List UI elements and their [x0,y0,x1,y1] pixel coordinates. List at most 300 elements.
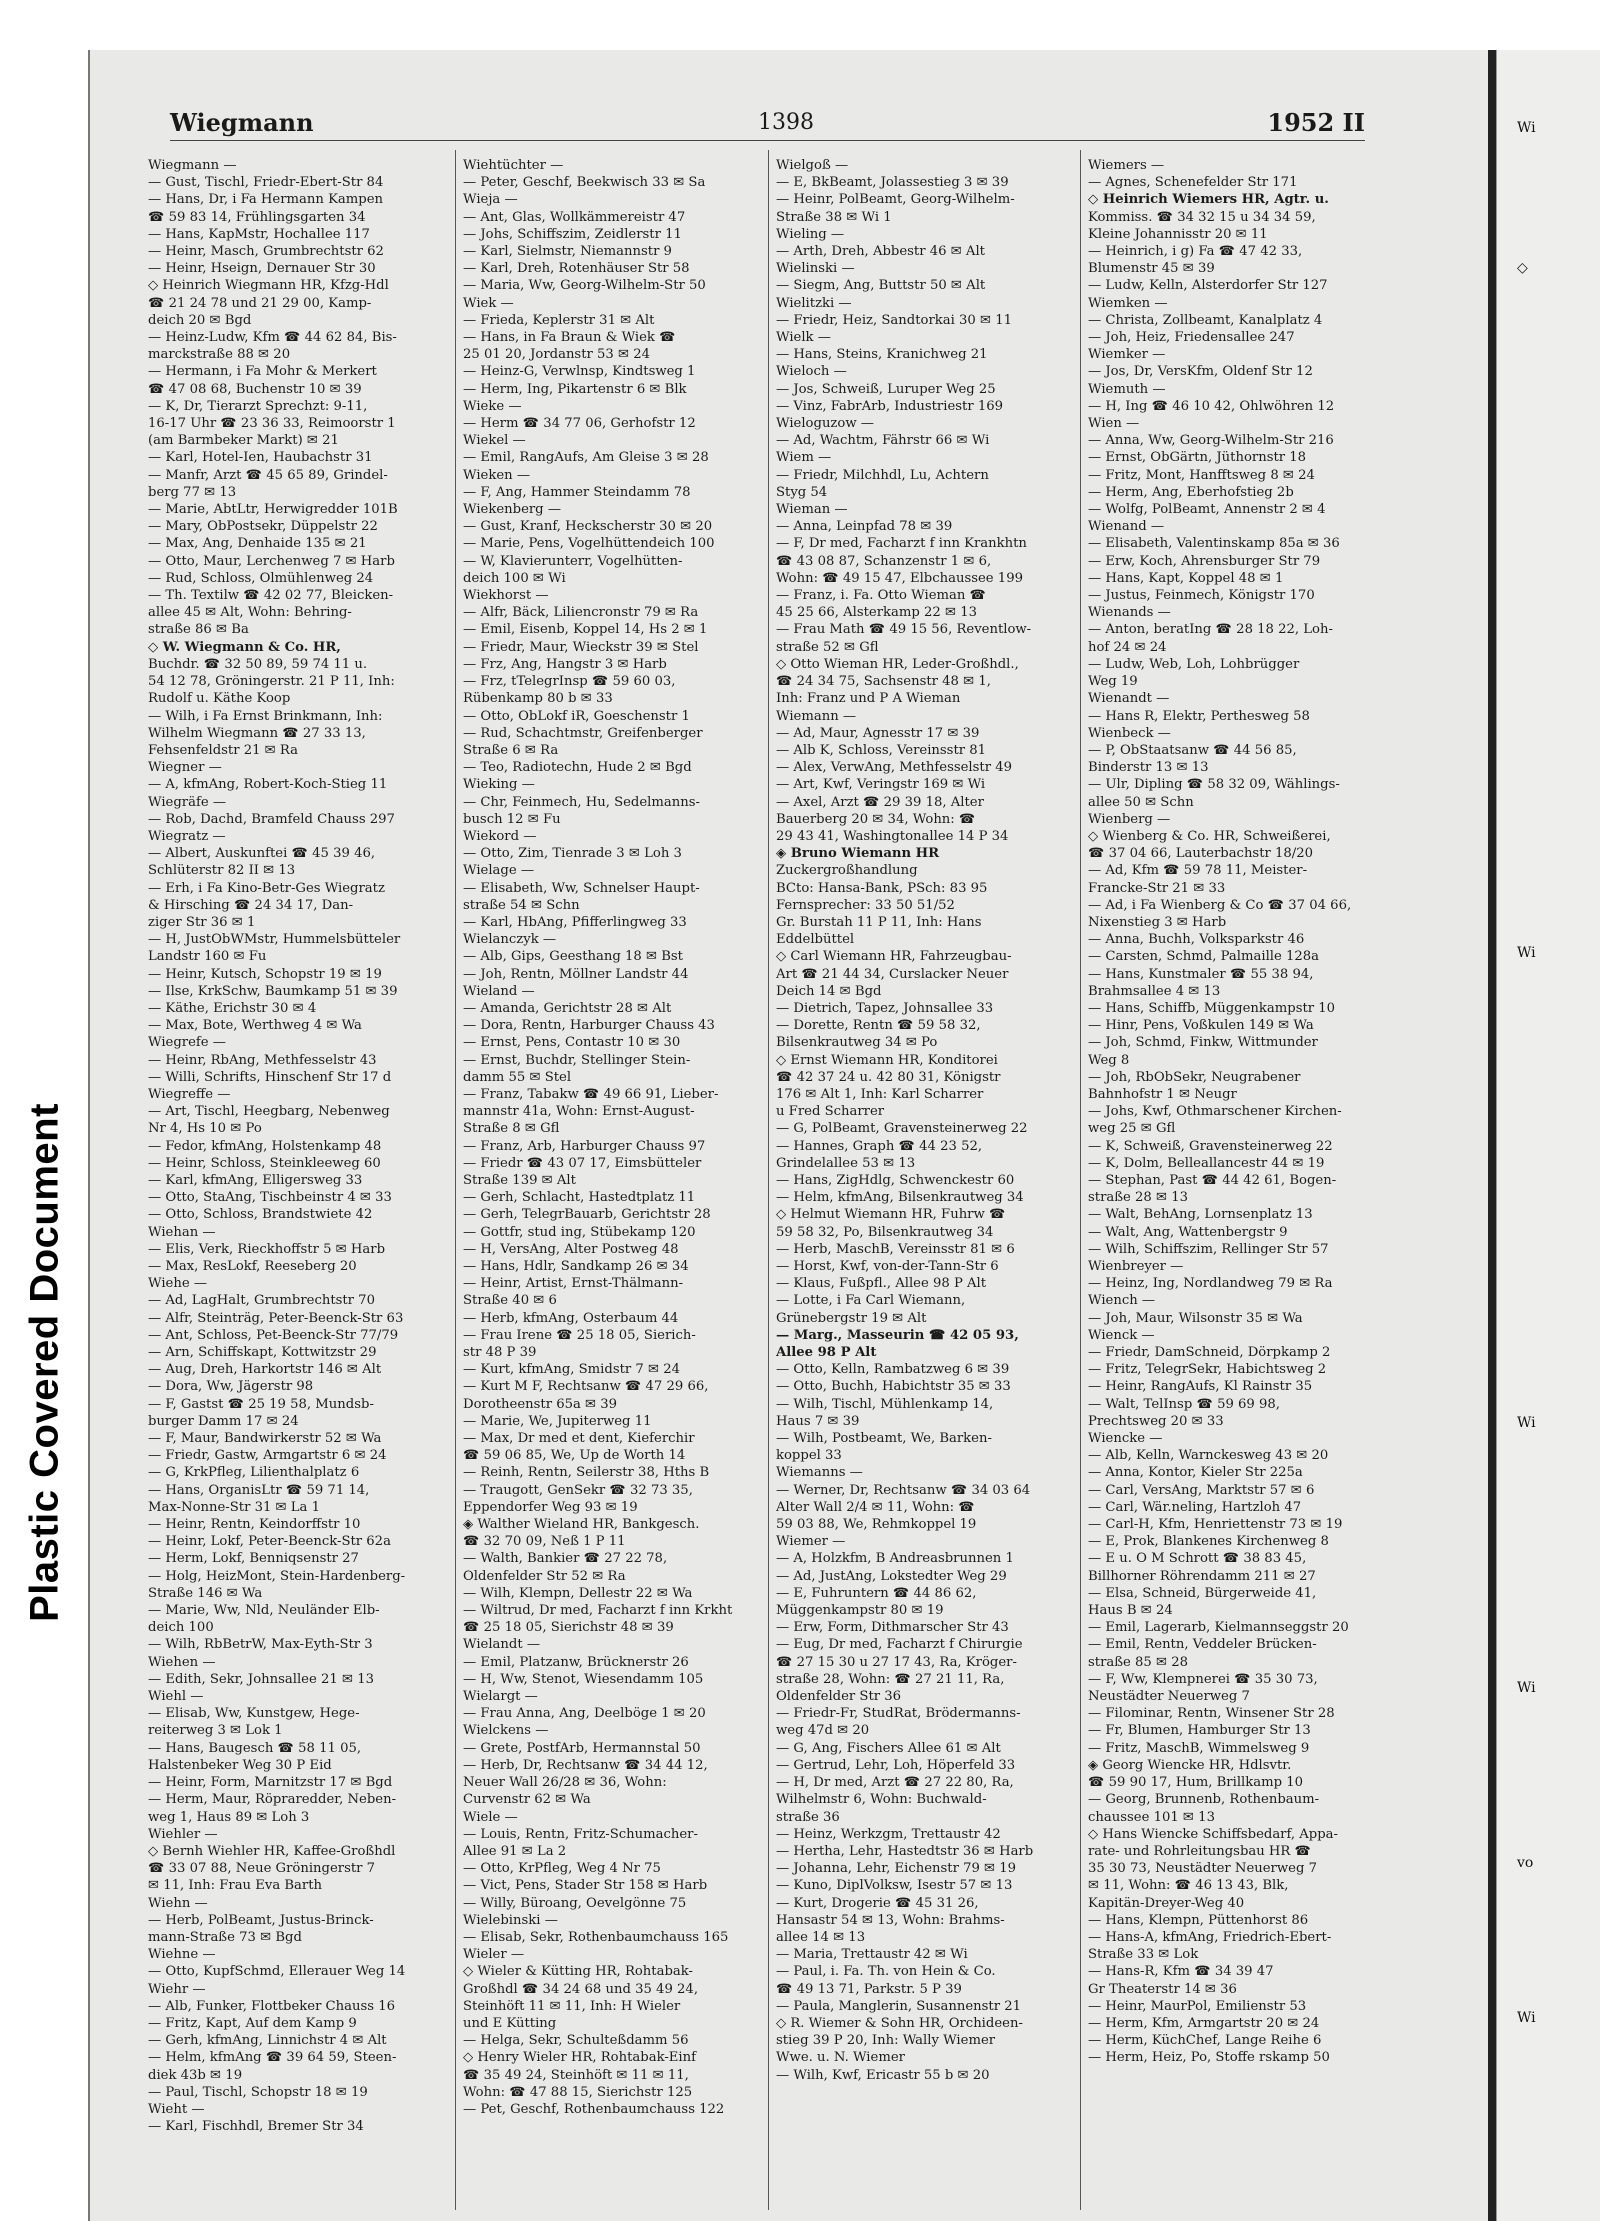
directory-entry-line: Wiencke — [1088,1431,1163,1447]
directory-entry-line: — H, VersAng, Alter Postweg 48 [463,1241,679,1257]
directory-entry-line: — Otto, Kelln, Rambatzweg 6 ✉ 39 [776,1362,1010,1378]
directory-entry-line: — Paula, Manglerin, Susannenstr 21 [776,1998,1021,2014]
directory-entry-line: — Alfr, Steinträg, Peter-Beenck-Str 63 [148,1310,404,1326]
directory-entry-line: straße 36 [776,1809,840,1825]
directory-entry-line: — Joh, RbObSekr, Neugrabener [1088,1069,1301,1085]
directory-entry-line: — Heinr, Form, Marnitzstr 17 ✉ Bgd [148,1775,393,1791]
directory-entry-line: — Siegm, Ang, Buttstr 50 ✉ Alt [776,278,986,294]
directory-entry-line: — Heinr, MaurPol, Emilienstr 53 [1088,1998,1307,2014]
directory-entry-line: Curvenstr 62 ✉ Wa [463,1792,591,1808]
directory-entry-line: — Herm, Heiz, Po, Stoffe rskamp 50 [1088,2050,1330,2066]
directory-entry-line: Wielage — [463,863,535,879]
directory-entry-line: — Helm, kfmAng, Bilsenkrautweg 34 [776,1190,1024,1206]
directory-entry-line: — Ad, Wachtm, Fährstr 66 ✉ Wi [776,433,990,449]
directory-entry-line: — Hans R, Elektr, Perthesweg 58 [1088,708,1310,724]
directory-entry-line: — Dietrich, Tapez, Johnsallee 33 [776,1000,994,1016]
directory-entry-line: — Heinr, Masch, Grumbrechtstr 62 [148,244,384,260]
directory-entry-line: Wienbreyer — [1088,1259,1184,1274]
directory-entry-line: Billhorner Röhrendamm 211 ✉ 27 [1088,1568,1316,1584]
directory-entry-line: — Grete, PostfArb, Hermannstal 50 [463,1740,701,1756]
directory-entry-line: Rübenkamp 80 b ✉ 33 [463,691,613,707]
directory-entry-line: — Ad, Kfm ☎ 59 78 11, Meister- [1088,863,1308,879]
directory-entry-line: — Heinr, RangAufs, Kl Rainstr 35 [1088,1379,1313,1395]
directory-entry-line: — Maria, Ww, Georg-Wilhelm-Str 50 [463,278,706,294]
directory-entry-line: weg 1, Haus 89 ✉ Loh 3 [148,1809,310,1825]
next-page-mark: ◇ [1517,260,1528,276]
directory-entry-line: — Teo, Radiotechn, Hude 2 ✉ Bgd [463,760,692,776]
directory-entry-line: Straße 40 ✉ 6 [463,1293,557,1309]
header-surname: Wiegmann [170,108,314,137]
directory-entry-line: — Karl, HbAng, Pfifferlingweg 33 [463,914,687,930]
directory-entry-line: Wiek — [463,295,514,311]
directory-entry-line: — Art, Tischl, Heegbarg, Nebenweg [148,1104,390,1120]
directory-entry-line: Oldenfelder Str 52 ✉ Ra [463,1568,626,1584]
directory-entry-line: — Lotte, i Fa Carl Wiemann, [776,1293,966,1309]
directory-entry-line: — Fritz, MaschB, Wimmelsweg 9 [1088,1740,1310,1756]
directory-entry-line: — Wilh, Postbeamt, We, Barken- [776,1431,992,1447]
directory-entry-line: straße 86 ✉ Ba [148,622,249,638]
directory-entry-line: — Ludw, Web, Loh, Lohbrügger [1088,656,1300,672]
directory-column-3 [776,157,1064,2207]
directory-entry-line: — Helga, Sekr, Schulteßdamm 56 [463,2033,689,2049]
directory-entry-line: — Fedor, kfmAng, Holstenkamp 48 [148,1138,382,1154]
directory-entry-line: — Hans, Kapt, Koppel 48 ✉ 1 [1088,570,1284,586]
next-page-mark: Wi [1517,120,1536,136]
directory-entry-line: — Herm, KüchChef, Lange Reihe 6 [1088,2033,1322,2049]
directory-entry-line: — Stephan, Past ☎ 44 42 61, Bogen- [1088,1172,1337,1188]
directory-entry-line: Landstr 160 ✉ Fu [148,949,267,965]
directory-entry-line: — Erh, i Fa Kino-Betr-Ges Wiegratz [148,880,385,896]
directory-entry-line: Dorotheenstr 65a ✉ 39 [463,1396,618,1412]
directory-entry-line: und E Kütting [463,2015,557,2031]
column-rule [1080,150,1081,2210]
directory-entry-line: & Hirsching ☎ 24 34 17, Dan- [148,897,354,913]
directory-entry-line: Wieling — [776,226,845,242]
directory-entry-line: — E u. O M Schrott ☎ 38 83 45, [1088,1551,1307,1567]
directory-entry-line: — Kurt, Drogerie ☎ 45 31 26, [776,1895,979,1911]
directory-entry-line: — Ernst, ObGärtn, Jüthornstr 18 [1088,450,1307,466]
directory-entry-line: straße 28, Wohn: ☎ 27 21 11, Ra, [776,1671,1005,1687]
directory-entry-line: — Karl, kfmAng, Elligersweg 33 [148,1172,363,1188]
directory-entry-line: ◇ Wieler & Kütting HR, Rohtabak- [463,1964,693,1980]
directory-entry-line: — Reinh, Rentn, Seilerstr 38, Hths B [463,1465,710,1481]
directory-entry-line: — Emil, Eisenb, Koppel 14, Hs 2 ✉ 1 [463,622,708,638]
directory-entry-line: Wielgoß — [776,158,849,173]
directory-entry-line: — Joh, Maur, Wilsonstr 35 ✉ Wa [1088,1310,1303,1326]
directory-entry-line: Wiekel — [463,433,526,449]
directory-entry-line: Wiemker — [1088,347,1166,363]
directory-entry-line: — Ludw, Kelln, Alsterdorfer Str 127 [1088,278,1328,294]
directory-entry-line: — Edith, Sekr, Johnsallee 21 ✉ 13 [148,1671,374,1687]
directory-entry-line: Neustädter Neuerweg 7 [1088,1689,1250,1705]
directory-entry-line: — Heinrich, i g) Fa ☎ 47 42 33, [1088,244,1303,260]
directory-entry-line: — F, Ang, Hammer Steindamm 78 [463,484,691,500]
directory-entry-line: — Klaus, Fußpfl., Allee 98 P Alt [776,1276,987,1292]
directory-entry-line: — Franz, Tabakw ☎ 49 66 91, Lieber- [463,1086,719,1102]
directory-entry-line: — Friedr, Heiz, Sandtorkai 30 ✉ 11 [776,312,1013,328]
directory-entry-line: — Herm, Maur, Röpraredder, Neben- [148,1792,397,1808]
side-label: Plastic Covered Document [22,1103,67,1622]
directory-entry-line: Wiehl — [148,1689,204,1705]
directory-entry-line: — Axel, Arzt ☎ 29 39 18, Alter [776,794,984,810]
next-page-mark: Wi [1517,2010,1536,2026]
directory-entry-line: ☎ 21 24 78 und 21 29 00, Kamp- [148,295,372,311]
directory-entry-line: — Hans, Klempn, Püttenhorst 86 [1088,1912,1309,1928]
directory-entry-line: — Anna, Buchh, Volksparkstr 46 [1088,932,1305,948]
directory-entry-line: — Dora, Rentn, Harburger Chauss 43 [463,1018,715,1034]
directory-entry-line: — G, Ang, Fischers Allee 61 ✉ Alt [776,1740,1001,1756]
directory-entry-line: — Herb, kfmAng, Osterbaum 44 [463,1310,679,1326]
directory-entry-line: — Wilh, Schiffszim, Rellinger Str 57 [1088,1241,1329,1257]
directory-entry-line: (am Barmbeker Markt) ✉ 21 [148,433,339,449]
directory-entry-line: ◇ Wienberg & Co. HR, Schweißerei, [1088,828,1331,844]
directory-entry-line: — G, PolBeamt, Gravensteinerweg 22 [776,1121,1028,1137]
directory-entry-line: — Hannes, Graph ☎ 44 23 52, [776,1138,983,1154]
directory-entry-line: — Albert, Auskunftei ☎ 45 39 46, [148,846,376,862]
directory-entry-line: — Heinr, PolBeamt, Georg-Wilhelm- [776,192,1015,208]
directory-entry-line: — Kuno, DiplVolksw, Isestr 57 ✉ 13 [776,1878,1013,1894]
directory-entry-line: ✉ 11, Wohn: ☎ 46 13 43, Blk, [1088,1878,1289,1894]
next-page-mark: Wi [1517,945,1536,961]
directory-entry-line: Wielinski — [776,261,855,277]
directory-entry-line: — Heinr, Rentn, Keindorffstr 10 [148,1517,361,1533]
directory-entry-line: — Jos, Schweiß, Luruper Weg 25 [776,381,996,397]
directory-entry-line: weg 47d ✉ 20 [776,1723,870,1739]
directory-entry-line: — Wiltrud, Dr med, Facharzt f inn Krkht [463,1603,733,1619]
directory-entry-line: — Otto, Zim, Tienrade 3 ✉ Loh 3 [463,846,682,862]
directory-entry-line: Schlüterstr 82 II ✉ 13 [148,863,296,879]
directory-entry-line: — Hans, in Fa Braun & Wiek ☎ [463,330,676,346]
directory-entry-line: — Hinr, Pens, Voßkulen 149 ✉ Wa [1088,1018,1314,1034]
directory-entry-line: Straße 146 ✉ Wa [148,1585,263,1601]
directory-entry-line: — Herm, Lokf, Benniqsenstr 27 [148,1551,359,1567]
directory-entry-line: — H, JustObWMstr, Hummelsbütteler [148,932,401,948]
directory-entry-line: — Friedr, Gastw, Armgartstr 6 ✉ 24 [148,1448,387,1464]
directory-entry-line: — Heinr, Kutsch, Schopstr 19 ✉ 19 [148,966,382,982]
directory-entry-line: — Herm, Ing, Pikartenstr 6 ✉ Blk [463,381,687,397]
directory-entry-line: Weg 8 [1088,1052,1130,1068]
directory-entry-line: ☎ 35 49 24, Steinhöft ✉ 11 ✉ 11, [463,2067,689,2083]
directory-entry-line: — Wilh, Klempn, Dellestr 22 ✉ Wa [463,1585,693,1601]
directory-entry-line: — Ernst, Buchdr, Stellinger Stein- [463,1052,691,1068]
directory-entry-line: — Karl, Hotel-Ien, Haubachstr 31 [148,450,373,466]
directory-entry-line: — Emil, Rentn, Veddeler Brücken- [1088,1637,1317,1653]
directory-entry-line: Allee 91 ✉ La 2 [463,1843,567,1859]
directory-entry-line: Art ☎ 21 44 34, Curslacker Neuer [776,966,1009,982]
directory-entry-line: — Gust, Tischl, Friedr-Ebert-Str 84 [148,175,384,191]
directory-entry-line: Gr. Burstah 11 P 11, Inh: Hans [776,914,982,930]
directory-entry-line: — Ant, Glas, Wollkämmereistr 47 [463,209,686,225]
directory-entry-line: — H, Ww, Stenot, Wiesendamm 105 [463,1671,704,1687]
directory-entry-line: Wiench — [1088,1293,1156,1309]
directory-entry-line: Deich 14 ✉ Bgd [776,983,882,999]
directory-entry-line: Buchdr. ☎ 32 50 89, 59 74 11 u. [148,656,368,672]
directory-column-2 [463,157,751,2207]
directory-entry-line: — Frz, Ang, Hangstr 3 ✉ Harb [463,656,667,672]
directory-entry-line: — Emil, Platzanw, Brücknerstr 26 [463,1654,689,1670]
directory-entry-line: — Anna, Leinpfad 78 ✉ 39 [776,519,953,535]
directory-entry-line: ☎ 25 18 05, Sierichstr 48 ✉ 39 [463,1620,674,1636]
directory-entry-line: Wieht — [148,2101,205,2117]
directory-entry-line: — Alfr, Bäck, Liliencronstr 79 ✉ Ra [463,605,699,621]
directory-entry-line: Rudolf u. Käthe Koop [148,691,291,707]
directory-entry-line: 176 ✉ Alt 1, Inh: Karl Scharrer [776,1086,984,1102]
directory-entry-line: Wiehne — [148,1947,216,1963]
directory-entry-line: Binderstr 13 ✉ 13 [1088,760,1209,776]
directory-entry-line: Bilsenkrautweg 34 ✉ Po [776,1035,938,1051]
directory-entry-line: — Herm, Ang, Eberhofstieg 2b [1088,484,1294,500]
directory-entry-line: — Franz, i. Fa. Otto Wieman ☎ [776,588,986,604]
directory-entry-line: Bauerberg 20 ✉ 34, Wohn: ☎ [776,811,976,827]
directory-entry-line: diek 43b ✉ 19 [148,2067,243,2083]
directory-entry-line: — Amanda, Gerichtstr 28 ✉ Alt [463,1000,672,1016]
directory-entry-line: — Heinr, Artist, Ernst-Thälmann- [463,1276,684,1292]
directory-entry-line: Wienck — [1088,1327,1155,1343]
directory-entry-line: Nr 4, Hs 10 ✉ Po [148,1121,262,1137]
directory-entry-line: — Carl-H, Kfm, Henriettenstr 73 ✉ 19 [1088,1517,1343,1533]
directory-entry-line: — Otto, Buchh, Habichtstr 35 ✉ 33 [776,1379,1011,1395]
directory-entry-line: — Herb, PolBeamt, Justus-Brinck- [148,1912,374,1928]
directory-entry-line: Wieke — [463,398,522,414]
directory-entry-line: Grindelallee 53 ✉ 13 [776,1155,916,1171]
directory-entry-line: — Emil, RangAufs, Am Gleise 3 ✉ 28 [463,450,709,466]
directory-entry-line: Wiehr — [148,1981,206,1997]
directory-entry-line: busch 12 ✉ Fu [463,811,561,827]
directory-entry-line: — Jos, Dr, VersKfm, Oldenf Str 12 [1088,364,1313,380]
directory-entry-line: — E, Fuhruntern ☎ 44 86 62, [776,1585,977,1601]
directory-entry-line: ◇ Henry Wieler HR, Rohtabak-Einf [463,2050,697,2066]
directory-entry-line: Wohn: ☎ 47 88 15, Sierichstr 125 [463,2084,693,2100]
directory-entry-line: Wiemer — [776,1534,846,1550]
next-page-mark: vo [1517,1855,1534,1871]
directory-entry-line: ☎ 59 83 14, Frühlingsgarten 34 [148,209,366,225]
directory-entry-line: Wilhelm Wiegmann ☎ 27 33 13, [148,725,366,741]
directory-entry-line: ☎ 59 06 85, We, Up de Worth 14 [463,1448,686,1464]
directory-entry-line: Inh: Franz und P A Wieman [776,691,961,707]
directory-entry-line: — Vict, Pens, Stader Str 158 ✉ Harb [463,1878,708,1894]
directory-column-1 [148,157,436,2207]
directory-entry-line: 35 30 73, Neustädter Neuerweg 7 [1088,1861,1317,1877]
directory-entry-line: straße 54 ✉ Schn [463,897,580,913]
directory-entry-line: — Dora, Ww, Jägerstr 98 [148,1379,314,1395]
directory-entry-line: u Fred Scharrer [776,1104,885,1120]
directory-entry-line: Nixenstieg 3 ✉ Harb [1088,914,1227,930]
directory-entry-line: Wwe. u. N. Wiemer [776,2050,905,2066]
directory-entry-line: Wiemanns — [776,1465,863,1481]
directory-entry-line: Wienands — [1088,605,1171,621]
directory-entry-line: — W, Klavierunterr, Vogelhütten- [463,553,683,569]
directory-entry-line: — Vinz, FabrArb, Industriestr 169 [776,398,1003,414]
directory-entry-line: — P, ObStaatsanw ☎ 44 56 85, [1088,742,1297,758]
directory-entry-line: straße 28 ✉ 13 [1088,1190,1189,1206]
directory-entry-line: — Marie, We, Jupiterweg 11 [463,1413,652,1429]
column-rule [455,150,456,2210]
directory-entry-line: Oldenfelder Str 36 [776,1689,902,1705]
directory-entry-line: — Gertrud, Lehr, Loh, Höperfeld 33 [776,1757,1016,1773]
directory-entry-line: Halstenbeker Weg 30 P Eid [148,1757,332,1773]
directory-entry-line: Großhdl ☎ 34 24 68 und 35 49 24, [463,1981,699,1997]
directory-entry-line: Wiekord — [463,828,537,844]
directory-entry-line: Wiegner — [148,760,222,776]
directory-entry-line: ☎ 42 37 24 u. 42 80 31, Königstr [776,1069,1001,1085]
directory-entry-line: — Aug, Dreh, Harkortstr 146 ✉ Alt [148,1362,382,1378]
directory-entry-line: — Alb K, Schloss, Vereinsstr 81 [776,742,987,758]
directory-entry-line: — Marg., Masseurin ☎ 42 05 93, [776,1327,1019,1343]
directory-entry-line: — Chr, Feinmech, Hu, Sedelmanns- [463,794,700,810]
directory-entry-line: Fernsprecher: 33 50 51/52 [776,897,955,913]
directory-entry-line: — Elisabeth, Valentinskamp 85a ✉ 36 [1088,536,1340,552]
directory-entry-line: stieg 39 P 20, Inh: Wally Wiemer [776,2033,996,2049]
directory-entry-line: — Ad, LagHalt, Grumbrechtstr 70 [148,1293,375,1309]
directory-entry-line: Max-Nonne-Str 31 ✉ La 1 [148,1499,320,1515]
directory-entry-line: — Franz, Arb, Harburger Chauss 97 [463,1138,706,1154]
directory-entry-line: — Marie, AbtLtr, Herwigredder 101B [148,502,398,518]
directory-entry-line: Fehsenfeldstr 21 ✉ Ra [148,742,299,758]
directory-entry-line: — Heinz-Ludw, Kfm ☎ 44 62 84, Bis- [148,330,397,346]
directory-entry-line: — Joh, Schmd, Finkw, Wittmunder [1088,1035,1318,1051]
directory-entry-line: weg 25 ✉ Gfl [1088,1121,1176,1137]
directory-entry-line: Wiele — [463,1809,518,1825]
directory-entry-line: Styg 54 [776,484,828,500]
directory-entry-line: — Anton, beratIng ☎ 28 18 22, Loh- [1088,622,1333,638]
directory-entry-line: Wieken — [463,467,531,483]
directory-entry-line: Haus B ✉ 24 [1088,1603,1173,1619]
directory-entry-line: Wielanczyk — [463,932,557,948]
page-gutter [1488,50,1496,2221]
directory-entry-line: — F, Dr med, Facharzt f inn Krankhtn [776,536,1027,552]
directory-entry-line: — K, Schweiß, Gravensteinerweg 22 [1088,1138,1333,1154]
next-page-mark: Wi [1517,1680,1536,1696]
directory-entry-line: — Heinr, Hseign, Dernauer Str 30 [148,261,376,277]
directory-entry-line: — Alb, Gips, Geesthang 18 ✉ Bst [463,949,683,965]
directory-entry-line: deich 20 ✉ Bgd [148,312,252,328]
directory-entry-line: — Werner, Dr, Rechtsanw ☎ 34 03 64 [776,1482,1031,1498]
directory-entry-line: ◇ Carl Wiemann HR, Fahrzeugbau- [776,949,1012,965]
directory-entry-line: — Hans-A, kfmAng, Friedrich-Ebert- [1088,1929,1332,1945]
directory-entry-line: — Johs, Kwf, Othmarschener Kirchen- [1088,1104,1342,1120]
directory-entry-line: — Erw, Form, Dithmarscher Str 43 [776,1620,1009,1636]
directory-entry-line: ◇ Hans Wiencke Schiffsbedarf, Appa- [1088,1826,1339,1842]
directory-entry-line: — H, Ing ☎ 46 10 42, Ohlwöhren 12 [1088,398,1335,414]
directory-entry-line: ☎ 33 07 88, Neue Gröningerstr 7 [148,1861,376,1877]
directory-entry-line: Wienand — [1088,519,1165,535]
directory-entry-line: — Frau Anna, Ang, Deelböge 1 ✉ 20 [463,1706,706,1722]
directory-entry-line: — Otto, Maur, Lerchenweg 7 ✉ Harb [148,553,395,569]
directory-entry-line: Straße 8 ✉ Gfl [463,1121,560,1137]
directory-entry-line: mann-Straße 73 ✉ Bgd [148,1929,302,1945]
directory-entry-line: mannstr 41a, Wohn: Ernst-August- [463,1104,695,1120]
directory-entry-line: — Filominar, Rentn, Winsener Str 28 [1088,1706,1335,1722]
directory-entry-line: Weg 19 [1088,674,1138,690]
directory-entry-line: — Erw, Koch, Ahrensburger Str 79 [1088,553,1321,569]
directory-entry-line: — Friedr, Maur, Wieckstr 39 ✉ Stel [463,639,699,655]
directory-entry-line: ◇ Otto Wieman HR, Leder-Großhdl., [776,656,1019,672]
directory-entry-line: Bahnhofstr 1 ✉ Neugr [1088,1086,1237,1102]
directory-entry-line: ☎ 47 08 68, Buchenstr 10 ✉ 39 [148,381,362,397]
directory-entry-line: — Willy, Büroang, Oevelgönne 75 [463,1895,687,1911]
directory-entry-line: Wiem — [776,450,832,466]
directory-entry-line: Straße 38 ✉ Wi 1 [776,209,892,225]
directory-entry-line: Neuer Wall 26/28 ✉ 36, Wohn: [463,1775,667,1791]
directory-entry-line: — Fritz, Kapt, Auf dem Kamp 9 [148,2015,357,2031]
directory-entry-line: — F, Maur, Bandwirkerstr 52 ✉ Wa [148,1431,382,1447]
directory-entry-line: straße 52 ✉ Gfl [776,639,879,655]
directory-entry-line: Wilhelmstr 6, Wohn: Buchwald- [776,1792,987,1808]
directory-entry-line: — Kurt M F, Rechtsanw ☎ 47 29 66, [463,1379,709,1395]
directory-entry-line: — Hans, Schiffb, Müggenkampstr 10 [1088,1000,1336,1016]
directory-entry-line: reiterweg 3 ✉ Lok 1 [148,1723,283,1739]
directory-entry-line: — Louis, Rentn, Fritz-Schumacher- [463,1826,698,1842]
directory-entry-line: — Wilh, Tischl, Mühlenkamp 14, [776,1396,994,1412]
directory-entry-line: Eppendorfer Weg 93 ✉ 19 [463,1499,638,1515]
directory-entry-line: ◈ Walther Wieland HR, Bankgesch. [463,1517,700,1533]
directory-entry-line: — H, Dr med, Arzt ☎ 27 22 80, Ra, [776,1775,1014,1791]
directory-entry-line: Blumenstr 45 ✉ 39 [1088,261,1215,277]
directory-entry-line: — F, Gastst ☎ 25 19 58, Mundsb- [148,1396,374,1412]
directory-entry-line: — Max, Bote, Werthweg 4 ✉ Wa [148,1018,362,1034]
directory-entry-line: ☎ 32 70 09, Neß 1 P 11 [463,1534,626,1550]
directory-entry-line: — Elisab, Ww, Kunstgew, Hege- [148,1706,360,1722]
directory-entry-line: — Alb, Kelln, Warnckesweg 43 ✉ 20 [1088,1448,1329,1464]
directory-entry-line: — Pet, Geschf, Rothenbaumchauss 122 [463,2101,725,2117]
directory-entry-line: — Arth, Dreh, Abbestr 46 ✉ Alt [776,244,985,260]
directory-entry-line: 29 43 41, Washingtonallee 14 P 34 [776,828,1009,844]
directory-entry-line: — Kurt, kfmAng, Smidstr 7 ✉ 24 [463,1362,681,1378]
directory-entry-line: — Emil, Lagerarb, Kielmannseggstr 20 [1088,1620,1349,1636]
directory-entry-line: koppel 33 [776,1448,842,1464]
directory-entry-line: Wiemken — [1088,295,1168,311]
directory-entry-line: — Elisab, Sekr, Rothenbaumchauss 165 [463,1929,729,1945]
directory-entry-line: — Art, Kwf, Veringstr 169 ✉ Wi [776,777,986,793]
directory-entry-line: — Hans, Baugesch ☎ 58 11 05, [148,1740,362,1756]
directory-entry-line: Wiehler — [148,1826,218,1842]
directory-entry-line: str 48 P 39 [463,1345,537,1361]
directory-entry-line: — Helm, kfmAng ☎ 39 64 59, Steen- [148,2050,397,2066]
directory-entry-line: berg 77 ✉ 13 [148,484,237,500]
directory-entry-line: Wieking — [463,777,535,793]
directory-entry-line: — Maria, Trettaustr 42 ✉ Wi [776,1947,968,1963]
directory-entry-line: Wiehn — [148,1895,208,1911]
directory-entry-line: Kommiss. ☎ 34 32 15 u 34 34 59, [1088,209,1316,225]
directory-entry-line: BCto: Hansa-Bank, PSch: 83 95 [776,880,988,896]
directory-entry-line: — Heinz, Werkzgm, Trettaustr 42 [776,1826,1001,1842]
directory-entry-line: ◇ W. Wiegmann & Co. HR, [148,639,341,655]
directory-entry-line: — Ad, JustAng, Lokstedter Weg 29 [776,1568,1007,1584]
directory-entry-line: Wiegrefe — [148,1035,226,1051]
directory-entry-line: allee 50 ✉ Schn [1088,794,1194,810]
directory-entry-line: Wiehtüchter — [463,158,564,173]
directory-entry-line: — Th. Textilw ☎ 42 02 77, Bleicken- [148,588,394,604]
directory-entry-line: Wielk — [776,330,831,346]
directory-entry-line: — Gerh, TelegrBauarb, Gerichtstr 28 [463,1207,711,1223]
directory-entry-line: — G, KrkPfleg, Lilienthalplatz 6 [148,1465,360,1481]
directory-entry-line: — Ad, i Fa Wienberg & Co ☎ 37 04 66, [1088,897,1352,913]
directory-entry-line: ◈ Georg Wiencke HR, Hdlsvtr. [1088,1757,1292,1773]
directory-entry-line: — Marie, Pens, Vogelhüttendeich 100 [463,536,715,552]
directory-entry-line: allee 14 ✉ 13 [776,1929,866,1945]
directory-entry-line: — Walt, TelInsp ☎ 59 69 98, [1088,1396,1280,1412]
directory-entry-line: Brahmsallee 4 ✉ 13 [1088,983,1221,999]
directory-entry-line: Wielargt — [463,1689,538,1705]
directory-entry-line: Wiemuth — [1088,381,1166,397]
directory-entry-line: ✉ 11, Inh: Frau Eva Barth [148,1878,323,1894]
directory-entry-line: Francke-Str 21 ✉ 33 [1088,880,1226,896]
directory-entry-line: Wiemers — [1088,158,1165,173]
directory-entry-line: — Friedr-Fr, StudRat, Brödermanns- [776,1706,1021,1722]
next-page-mark: Wi [1517,1415,1536,1431]
directory-entry-line: — Rud, Schloss, Olmühlenweg 24 [148,570,374,586]
directory-entry-line: ◇ Heinrich Wiegmann HR, Kfzg-Hdl [148,278,389,294]
